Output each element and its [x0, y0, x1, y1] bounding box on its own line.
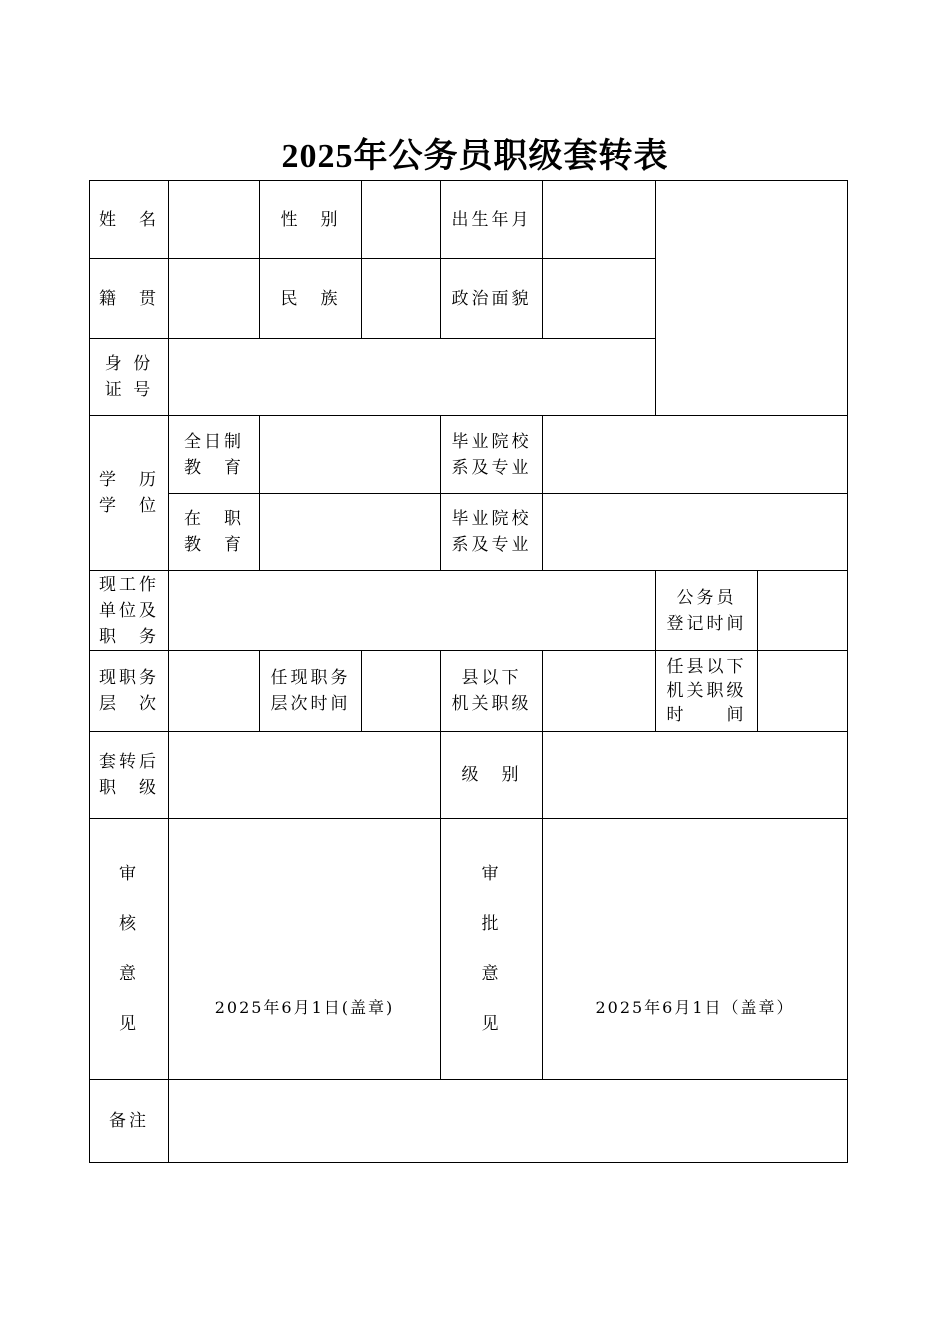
photo-box[interactable]: [656, 181, 847, 415]
label-county-rank: 县以下 机关职级: [451, 668, 532, 714]
political-status-field[interactable]: [543, 259, 655, 338]
label-inservice-education: 在 职 教 育: [184, 509, 244, 555]
table-border-right: [847, 180, 848, 1163]
fulltime-education-field[interactable]: [260, 416, 440, 493]
label-native-place: 籍 贯: [99, 288, 159, 309]
label-review-opinion: 审 核 意 见: [119, 864, 139, 1034]
table-border-bottom: [89, 1162, 848, 1163]
label-name: 姓 名: [99, 209, 159, 230]
current-level-time-field[interactable]: [362, 651, 440, 731]
review-date-stamp: 2025年6月1日(盖章): [214, 998, 395, 1017]
label-birth: 出生年月: [451, 209, 532, 230]
label-education-degree: 学 历 学 位: [99, 470, 159, 516]
civil-servant-reg-time-field[interactable]: [758, 571, 847, 650]
review-opinion-field[interactable]: [169, 819, 440, 1079]
label-id-number: 身 份 证 号: [104, 354, 154, 400]
school-major-2-field[interactable]: [543, 494, 847, 570]
label-ethnicity: 民 族: [280, 288, 341, 309]
current-level-field[interactable]: [169, 651, 259, 731]
label-post-conversion-rank: 套转后 职 级: [99, 752, 159, 798]
label-current-level: 现职务 层 次: [99, 668, 159, 714]
gender-field[interactable]: [362, 181, 440, 258]
label-civil-servant-reg-time: 公务员 登记时间: [666, 587, 747, 634]
grade-field[interactable]: [543, 732, 847, 818]
label-school-major-1: 毕业院校 系及专业: [451, 431, 532, 478]
label-political-status: 政治面貌: [451, 288, 532, 309]
label-approval-opinion: 审 批 意 见: [481, 864, 502, 1034]
native-place-field[interactable]: [169, 259, 259, 338]
page-title: 2025年公务员职级套转表: [281, 138, 669, 175]
post-conversion-rank-field[interactable]: [169, 732, 440, 818]
ethnicity-field[interactable]: [362, 259, 440, 338]
school-major-1-field[interactable]: [543, 416, 847, 493]
approval-date-stamp: 2025年6月1日（盖章）: [595, 998, 795, 1017]
label-grade: 级 别: [461, 765, 522, 785]
label-remarks: 备注: [109, 1111, 149, 1131]
county-rank-time-field[interactable]: [758, 651, 847, 731]
remarks-field[interactable]: [169, 1080, 847, 1162]
label-current-unit-position: 现工作 单位及 职 务: [99, 574, 159, 647]
name-field[interactable]: [169, 181, 259, 258]
id-number-field[interactable]: [169, 339, 655, 415]
inservice-education-field[interactable]: [260, 494, 440, 570]
label-county-rank-time: 任县以下 机关职级 时 间: [666, 657, 747, 725]
label-current-level-time: 任现职务 层次时间: [270, 668, 351, 714]
approval-opinion-field[interactable]: [543, 819, 847, 1079]
current-unit-position-field[interactable]: [169, 571, 655, 650]
label-fulltime-education: 全日制 教 育: [184, 431, 244, 478]
label-school-major-2: 毕业院校 系及专业: [451, 509, 532, 555]
county-rank-field[interactable]: [543, 651, 655, 731]
birth-field[interactable]: [543, 181, 655, 258]
label-gender: 性 别: [280, 209, 341, 230]
